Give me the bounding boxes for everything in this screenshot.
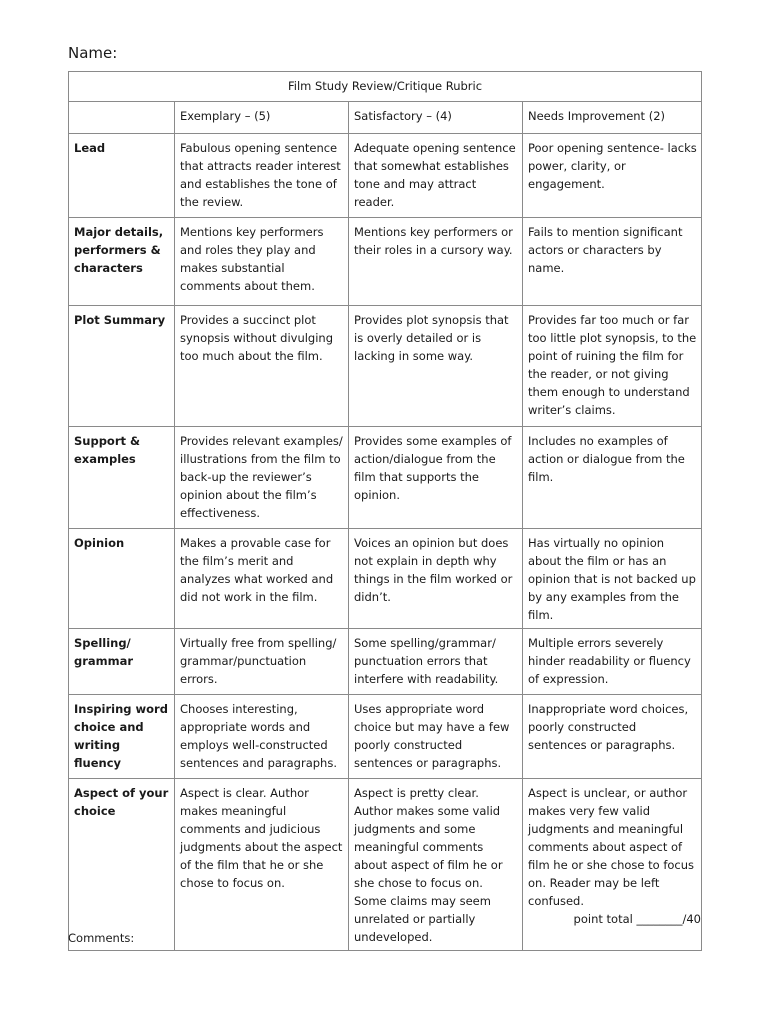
satisfactory-cell: Uses appropriate word choice but may have a few poorly constructed sentences or paragraphs. [349,695,523,779]
needs-improvement-cell: Multiple errors severely hinder readability or fluency of expression. [523,629,702,695]
criterion-cell: Support & examples [69,427,175,529]
exemplary-cell: Fabulous opening sentence that attracts reader interest and establishes the tone of the review. [175,134,349,218]
rubric-title-row [69,72,702,102]
column-header-satisfactory: Satisfactory – (4) [349,102,523,134]
criterion-cell: Aspect of your choice [69,779,175,951]
point-total: point total ________/40 [573,912,701,926]
rubric-row-major-details [69,218,702,306]
criterion-cell: Opinion [69,529,175,629]
exemplary-cell: Makes a provable case for the film’s merit and analyzes what worked and did not work in the film. [175,529,349,629]
column-header-criterion [69,102,175,134]
rubric-row-plot-summary [69,306,702,427]
exemplary-cell: Virtually free from spelling/ grammar/punctuation errors. [175,629,349,695]
needs-improvement-cell: Fails to mention significant actors or characters by name. [523,218,702,306]
rubric-row-lead [69,134,702,218]
rubric-row-word-choice [69,695,702,779]
satisfactory-cell: Some spelling/grammar/ punctuation errors that interfere with readability. [349,629,523,695]
comments-label: Comments: [68,931,135,945]
satisfactory-cell: Adequate opening sentence that somewhat establishes tone and may attract reader. [349,134,523,218]
needs-improvement-cell: Provides far too much or far too little plot synopsis, to the point of ruining the film for the reader, or not giving them enough to understand writer’s claims. [523,306,702,427]
rubric-row-opinion [69,529,702,629]
satisfactory-cell: Voices an opinion but does not explain in depth why things in the film worked or didn’t. [349,529,523,629]
needs-improvement-cell: Includes no examples of action or dialogue from the film. [523,427,702,529]
rubric-row-support-examples [69,427,702,529]
satisfactory-cell: Aspect is pretty clear. Author makes some valid judgments and some meaningful comments about aspect of film he or she chose to focus on. Some claims may seem unrelated or partially undeveloped. [349,779,523,951]
rubric-title: Film Study Review/Critique Rubric [69,72,702,102]
needs-improvement-cell: Inappropriate word choices, poorly constructed sentences or paragraphs. [523,695,702,779]
rubric-row-spelling-grammar [69,629,702,695]
exemplary-cell: Mentions key performers and roles they play and makes substantial comments about them. [175,218,349,306]
needs-improvement-cell: Has virtually no opinion about the film or has an opinion that is not backed up by any examples from the film. [523,529,702,629]
exemplary-cell: Aspect is clear. Author makes meaningful comments and judicious judgments about the aspect of the film that he or she chose to focus on. [175,779,349,951]
satisfactory-cell: Mentions key performers or their roles in a cursory way. [349,218,523,306]
exemplary-cell: Provides relevant examples/ illustrations from the film to back-up the reviewer’s opinion about the film’s effectiveness. [175,427,349,529]
satisfactory-cell: Provides plot synopsis that is overly detailed or is lacking in some way. [349,306,523,427]
criterion-cell: Inspiring word choice and writing fluency [69,695,175,779]
satisfactory-cell: Provides some examples of action/dialogue from the film that supports the opinion. [349,427,523,529]
exemplary-cell: Chooses interesting, appropriate words and employs well-constructed sentences and paragraphs. [175,695,349,779]
rubric-table [68,71,702,951]
needs-improvement-cell: Aspect is unclear, or author makes very few valid judgments and meaningful comments about aspect of film he or she chose to focus on. Reader may be left confused. [523,779,702,951]
column-header-needs-improvement: Needs Improvement (2) [523,102,702,134]
criterion-cell: Major details, performers & characters [69,218,175,306]
name-label: Name: [68,44,118,62]
criterion-cell: Spelling/ grammar [69,629,175,695]
column-header-exemplary: Exemplary – (5) [175,102,349,134]
criterion-cell: Lead [69,134,175,218]
rubric-header-row [69,102,702,134]
criterion-cell: Plot Summary [69,306,175,427]
needs-improvement-cell: Poor opening sentence- lacks power, clarity, or engagement. [523,134,702,218]
exemplary-cell: Provides a succinct plot synopsis without divulging too much about the film. [175,306,349,427]
